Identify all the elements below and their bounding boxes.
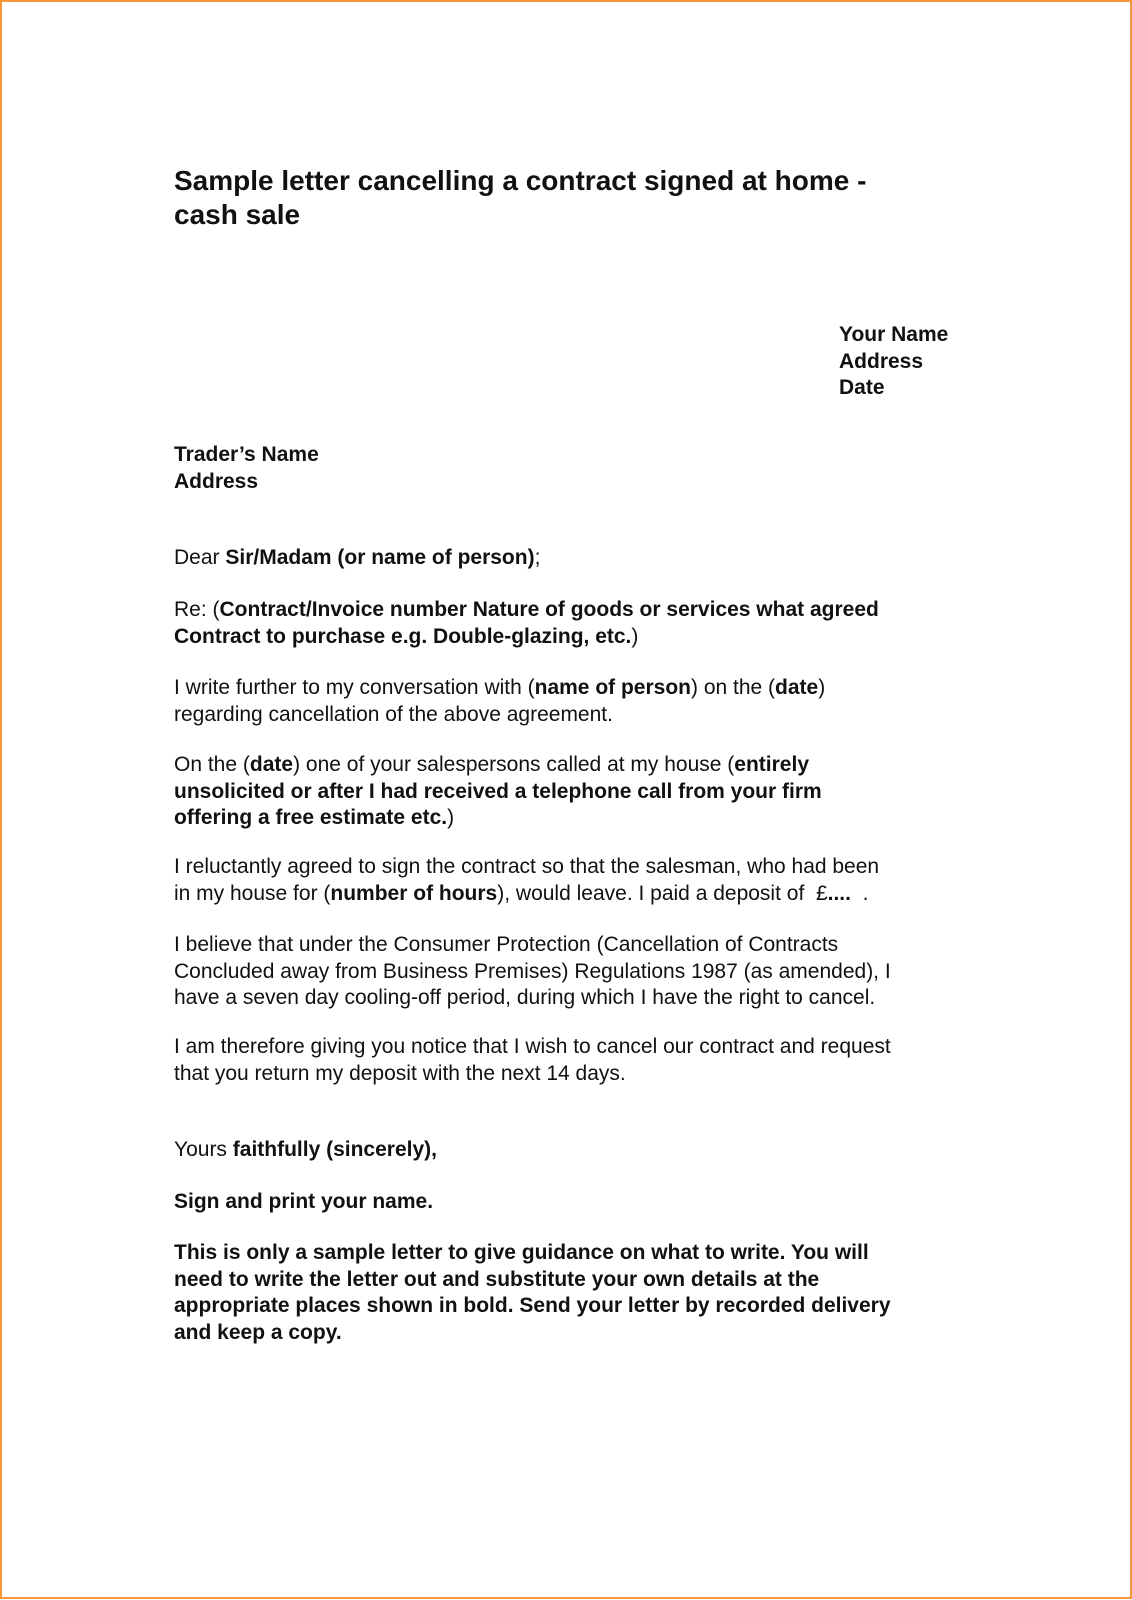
sender-block xyxy=(839,322,948,402)
closing-prefix: Yours xyxy=(174,1138,233,1161)
para4-line-1: I believe that under the Consumer Protection (Cancellation of Contracts xyxy=(174,933,839,956)
closing xyxy=(174,1137,954,1164)
re-subject-1: Contract/Invoice number Nature of goods or services what agreed xyxy=(219,598,879,621)
re-subject-2: Contract to purchase e.g. Double-glazing, etc. xyxy=(174,624,632,648)
text: ) on the ( xyxy=(691,676,776,699)
sender-address: Address xyxy=(839,349,924,373)
salutation-prefix: Dear xyxy=(174,546,226,569)
placeholder-name: name of person xyxy=(534,676,691,699)
re-line-2 xyxy=(174,624,954,651)
text: ) xyxy=(818,676,826,699)
recipient-name: Trader’s Name xyxy=(174,443,319,466)
para3-line-1: I reluctantly agreed to sign the contract so that the salesman, who had been xyxy=(174,855,880,878)
re-line xyxy=(174,597,954,650)
note-line-4: and keep a copy. xyxy=(174,1320,342,1344)
salutation xyxy=(174,545,954,572)
guidance-note xyxy=(174,1240,954,1346)
re-prefix: Re: ( xyxy=(174,598,220,621)
text: On the ( xyxy=(174,753,250,776)
sign-instruction: Sign and print your name. xyxy=(174,1190,434,1213)
re-suffix: ) xyxy=(631,624,639,648)
para2-line-1 xyxy=(174,752,954,779)
para5-line-2: that you return my deposit with the next 14 days. xyxy=(174,1061,626,1085)
placeholder-hours: number of hours xyxy=(330,881,498,905)
placeholder-date: date xyxy=(249,753,294,776)
text: ) xyxy=(447,806,455,829)
recipient-address: Address xyxy=(174,469,259,493)
para5-line-1: I am therefore giving you notice that I wish to cancel our contract and request xyxy=(174,1035,891,1058)
recipient-block xyxy=(174,442,954,495)
placeholder-circumstance-end: offering a free estimate etc. xyxy=(174,806,448,829)
note-line-3: appropriate places shown in bold. Send your letter by recorded delivery xyxy=(174,1294,891,1317)
note-line-2: need to write the letter out and substitute your own details at the xyxy=(174,1267,820,1291)
text: in my house for ( xyxy=(174,881,331,905)
para2-line-2: unsolicited or after I had received a telephone call from your firm xyxy=(174,779,822,803)
para1-line-2: regarding cancellation of the above agreement. xyxy=(174,702,613,726)
para1-line-1 xyxy=(174,675,954,702)
sender-name: Your Name xyxy=(839,323,949,346)
re-line-1 xyxy=(174,597,954,624)
para2-line-3 xyxy=(174,805,954,832)
salutation-name: Sir/Madam (or name of person) xyxy=(225,546,535,569)
title-line-1: Sample letter cancelling a contract signed at home - xyxy=(174,165,867,196)
salutation-suffix: ; xyxy=(534,546,541,569)
para4-line-2: Concluded away from Business Premises) Regulations 1987 (as amended), I xyxy=(174,959,891,983)
text: ), would leave. I paid a deposit of £ xyxy=(497,881,828,905)
paragraph-5 xyxy=(174,1034,954,1087)
paragraph-3 xyxy=(174,854,954,907)
placeholder-date: date xyxy=(775,676,819,699)
paragraph-1 xyxy=(174,675,954,728)
sender-date: Date xyxy=(839,376,885,399)
note-line-1: This is only a sample letter to give guidance on what to write. You will xyxy=(174,1241,869,1264)
paragraph-2 xyxy=(174,752,954,832)
text: I write further to my conversation with ( xyxy=(174,676,535,699)
closing-bold: faithfully (sincerely), xyxy=(232,1138,437,1161)
page-title xyxy=(174,164,954,232)
para4-line-3: have a seven day cooling-off period, during which I have the right to cancel. xyxy=(174,986,876,1009)
title-line-2: cash sale xyxy=(174,199,301,230)
para3-line-2 xyxy=(174,881,954,908)
text: ) one of your salespersons called at my house ( xyxy=(293,753,735,776)
placeholder-amount: .... xyxy=(827,881,851,905)
text: . xyxy=(850,881,869,905)
paragraph-4 xyxy=(174,932,954,1012)
placeholder-circumstance: entirely xyxy=(734,753,809,776)
